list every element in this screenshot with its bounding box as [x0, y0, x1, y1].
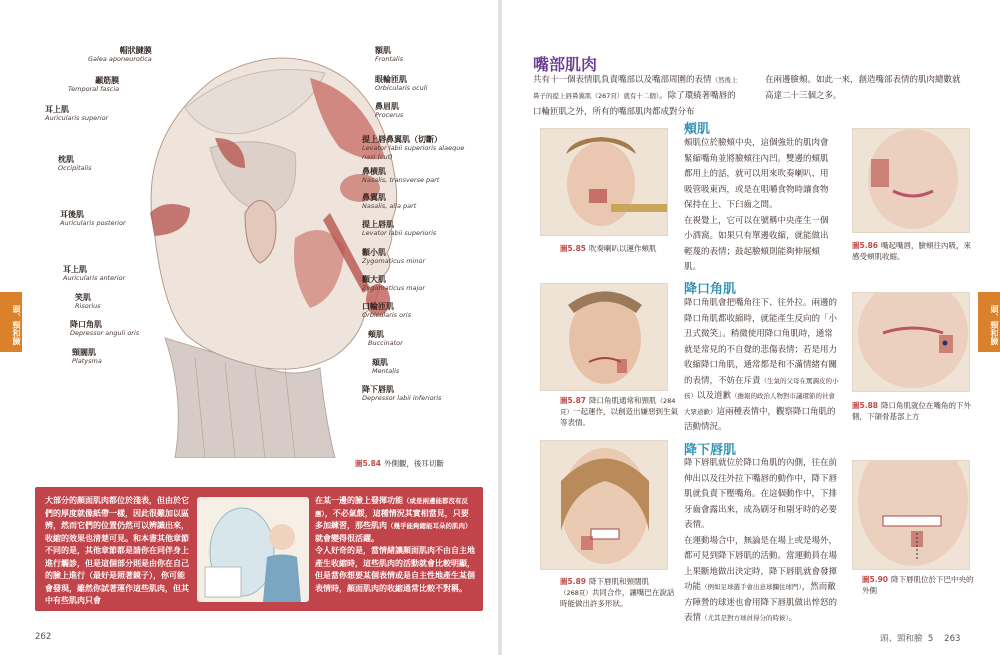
body-depressor-anguli-oris: 降口角肌會把嘴角往下、往外拉。兩邊的降口角肌都收縮時，就能產生反向的「小丑式微笑」。稍微使用降口角肌時，通常就是常見的不自覺的悲傷表情；若是用力收縮降口角肌，通常都是和不滿情緒有關的表情，不妨在斥責（生氣的父母在罵調皮的小孩）以及道歉（擔報的政治人物對市議環節的社會大眾道歉）這兩種表情中，觀察降口角肌的活動情況。	[684, 298, 839, 432]
photo-lower-lip	[852, 460, 970, 570]
label-occipitalis: 枕肌 Occipitalis	[58, 155, 92, 172]
label-nasalis-alar: 鼻翼肌 Nasalis, alla part	[362, 193, 417, 210]
section-title-depressor-labii-inferioris: 降下唇肌	[684, 443, 737, 458]
label-orbicularis-oculi: 眼輪匝肌 Orbicularis oculi	[375, 75, 428, 92]
photo-cheek-press	[852, 128, 970, 233]
photo-mouth-corner	[852, 292, 970, 392]
label-levator-alaeque: 提上唇鼻翼肌（切斷） Levator labii superioris alaeque nasi (cut)	[362, 135, 465, 161]
page-number-left: 262	[35, 632, 52, 642]
photo-trumpet	[540, 128, 668, 236]
photo-teeth	[540, 440, 668, 570]
label-procerus: 鼻眉肌 Procerus	[375, 102, 404, 119]
chapter-tab-right: 頭、頸和臉	[978, 292, 1000, 352]
figure-caption-5-84: 圖5.84 外側觀，後耳切斷	[355, 459, 445, 468]
intro-col2: 在兩邊臉頰。如此一來，創造嘴部表情的肌肉總數就高達二十三個之多。	[765, 75, 961, 101]
label-auricularis-superior: 耳上肌 Auricularis superior	[45, 105, 109, 122]
chapter-tab-left: 頭、頸和臉	[0, 292, 22, 352]
label-mentalis: 頦肌 Mentalis	[372, 358, 400, 375]
figure-caption-5-87: 圖5.87 降口角肌通常和頸肌（284頁）一起運作，以創造出嫌惡到生氣等表情。	[560, 396, 678, 427]
section-title-buccinator: 頰肌	[684, 122, 711, 137]
tip-box-col2: 在某一邊的臉上發揮功能（或是兩邊能都沒有反應），不必氣餒，這種情況其實相當見，只要多加練習，那些肌肉（幾乎能夠總能耳朵的肌肉）就會變得很活躍。 令人好奇的是，當情緒讓顏面肌肉不由自主地產生收縮時，這些肌肉的活動就會比較明顯，但是當你想要某個表情或是自主性地產生某個表情時，顏面肌肉的收縮通常比較不對稱。	[315, 496, 475, 593]
label-risorius: 笑肌 Risorius	[75, 293, 101, 310]
label-galea: 帽狀腱膜 Galea aponeurotica	[88, 46, 152, 63]
tip-box	[35, 487, 483, 611]
figure-caption-5-89: 圖5.89 降下唇肌和頸闊肌（268頁）共同合作，讓嘴巴在說話時能做出許多形狀。	[560, 577, 675, 608]
mirror-illustration	[197, 497, 309, 602]
figure-caption-5-90: 圖5.90 降下唇肌位於下巴中央的外側	[862, 575, 974, 595]
footer-right: 頭、頸和臉 5 263	[880, 634, 961, 644]
label-auricularis-posterior: 耳後肌 Auricularis posterior	[60, 210, 126, 227]
figure-caption-5-86: 圖5.86 嘴起嘴唇，臉頰往內吸，來感受頰肌收縮。	[852, 241, 972, 261]
photo-frown	[540, 283, 668, 391]
label-depressor-anguli-oris: 降口角肌 Depressor anguli oris	[70, 320, 140, 337]
label-zygomaticus-minor: 顴小肌 Zygomaticus minor	[362, 248, 426, 265]
intro-col1: 共有十一個表情肌負責嘴部以及嘴部周圍的表情（然後上鼻子的提上唇鼻翼肌（267頁）就有十二個）。除了環繞著嘴唇的口輪匝肌之外，所有的嘴部肌肉都成對分布	[533, 75, 738, 117]
label-auricularis-anterior: 耳上肌 Auricularis anterior	[63, 265, 126, 282]
section-heading: 嘴部肌肉	[533, 55, 598, 74]
label-temporal-fascia: 顳筋膜 Temporal fascia	[68, 76, 120, 93]
body-depressor-labii-inferioris: 降下唇肌就位於降口角肌的內側，往在前伸出以及往外拉下嘴唇的動作中，降下唇肌就負責下壓嘴角。在這個動作中，下排牙齒會露出來，成為刷牙和剔牙時的必要表情。 在運動場合中，無論是在場上或是場外，都可見到降下唇肌的活動。當運動員在場上果斷地做出決定時，降下唇肌就會發揮功能（例如足球選手會出意球攔住球門），然而敵方陣營的球迷也會用降下唇肌做出悴怒的表情（尤其是對方球員得分的時候）。	[684, 458, 838, 623]
figure-caption-5-85: 圖5.85 吹奏喇叭以運作頰肌	[560, 244, 657, 253]
section-title-depressor-anguli-oris: 降口角肌	[684, 282, 737, 297]
book-spine	[498, 0, 502, 655]
tip-box-col1: 大部分的顏面肌肉都位於淺表，但由於它們的厚度就像紙帶一樣，因此很難加以區辨，然而它們的位置仍然可以辨識出來，收縮的效果也清楚可見。和本書其他章節不同的是，其他章節都是請你在同伴身上進行觸診，但是這個部分則是由你在自己的臉上進行（最好是照著鏡子），你可能會發現，雖然你試著運作這些肌肉，但其中有些肌肉只會	[45, 496, 189, 605]
label-nasalis-transverse: 鼻横肌 Nasalis, transverse part	[362, 167, 440, 184]
label-orbicularis-oris: 口輪匝肌 Orbicularis oris	[362, 302, 411, 319]
label-depressor-labii-inferioris: 降下唇肌 Depressor labii inferioris	[362, 385, 442, 402]
body-buccinator: 頰肌位於臉頰中央，這個強壯的肌肉會緊縮嘴角並將臉頰往內凹。雙邊的頰肌都用上的話，就可以用來吹奏喇叭、用吸管吸東西，或是在咀嚼食物時讓食物保持在上、下臼齒之間。 在視覺上，它可以在號稱中央產生一個小酒窩。如果只有單邊收縮，就能做出輕蔑的表情；鼓起臉頰則能夠伸展頰肌。	[684, 138, 829, 272]
label-buccinator: 頰肌 Buccinator	[368, 330, 403, 347]
figure-caption-5-88: 圖5.88 降口角肌就位在嘴角的下外側，下頜骨基部上方	[852, 401, 972, 421]
label-zygomaticus-major: 顴大肌 Zygomaticus major	[362, 275, 425, 292]
label-levator-labii-superioris: 提上唇肌 Levator labii superioris	[362, 220, 437, 237]
label-platysma: 頸闊肌 Platysma	[72, 348, 102, 365]
label-frontalis: 額肌 Frontalis	[375, 46, 404, 63]
